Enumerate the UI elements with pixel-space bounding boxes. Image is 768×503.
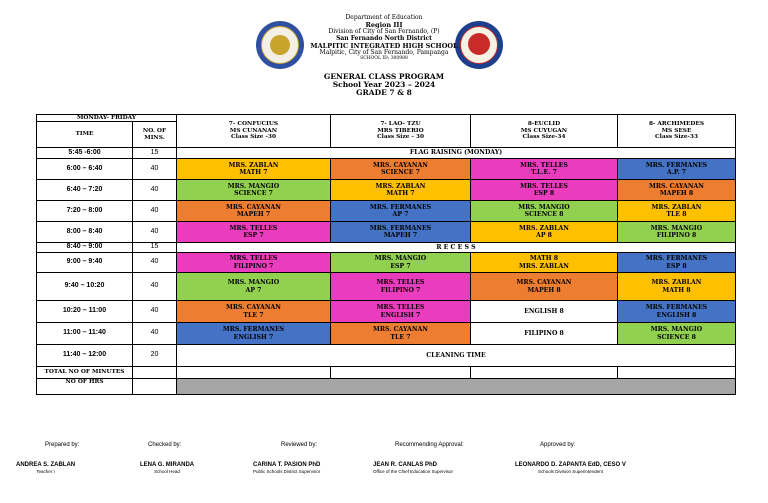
activity-label: R E C E S S: [436, 243, 476, 251]
time-value: 10:20 – 11:00: [62, 307, 107, 315]
class-cell: [330, 179, 471, 201]
time-value: 8:00 – 8:40: [66, 227, 103, 235]
mins-cell: [132, 344, 177, 367]
school-name: MALPITIC INTEGRATED HIGH SCHOOL: [310, 42, 458, 50]
mins-cell: [132, 221, 177, 243]
class-line-1: MRS. ZABLAN: [651, 203, 702, 211]
document-header: [0, 0, 768, 112]
activity-label: CLEANING TIME: [426, 351, 486, 359]
division-line: Division of City of San Fernando, (P): [328, 28, 440, 35]
class-cell: [330, 252, 471, 273]
class-line-2: FILIPINO 7: [380, 286, 421, 294]
section-header: [176, 114, 331, 148]
class-cell: [470, 221, 618, 243]
mins-value: 40: [150, 206, 159, 214]
mins-header: [132, 121, 177, 148]
class-cell: [330, 322, 471, 345]
class-line-1: MRS. FERMANES: [369, 203, 432, 211]
class-line-1: MRS. FERMANES: [645, 161, 708, 169]
class-cell: [470, 200, 618, 222]
school-address: Malpitic, City of San Fernando, Pampanga: [319, 49, 449, 56]
signatory-role: Checked by:: [148, 442, 182, 448]
time-value: 6:40 – 7:20: [66, 185, 103, 193]
class-line-2: T.L.E. 7: [531, 169, 557, 176]
class-line-2: FILIPINO 7: [233, 262, 274, 270]
class-line-2: AP 7: [245, 286, 262, 294]
section-header: [617, 114, 736, 148]
class-line-2: TLE 8: [666, 211, 687, 218]
class-line-2: MAPEH 8: [527, 286, 561, 294]
class-line-1: MRS. MANGIO: [374, 255, 427, 263]
time-value: 7:20 – 8:00: [66, 206, 103, 214]
grade-level: GRADE 7 & 8: [356, 88, 412, 97]
class-line-2: ESP 7: [390, 262, 411, 270]
class-line-1: MRS. CAYANAN: [226, 203, 281, 211]
class-line-2: A.P. 7: [666, 169, 687, 176]
section-name: 8- ARCHIMEDES: [648, 121, 705, 128]
class-line-2: MAPEH 7: [236, 211, 271, 218]
activity-span-cell: [176, 344, 736, 367]
class-line-2: MAPEH 7: [383, 232, 418, 239]
class-cell: [176, 200, 331, 222]
class-line-2: ESP 8: [533, 190, 555, 197]
class-line-2: MRS. ZABLAN: [519, 262, 569, 270]
class-line-1: ENGLISH 8: [524, 307, 564, 315]
class-cell: [617, 322, 736, 345]
class-line-1: MATH 8: [529, 255, 559, 263]
class-cell: [176, 300, 331, 323]
signatory-role: Prepared by:: [45, 442, 80, 448]
class-cell: [330, 221, 471, 243]
class-line-1: MRS. TELLES: [229, 255, 278, 263]
class-line-1: MRS. TELLES: [520, 182, 568, 190]
mins-header-label: NO. OF MINS.: [142, 127, 167, 141]
time-cell: [36, 179, 133, 201]
signatory-name: ANDREA S. ZABLAN: [16, 462, 76, 468]
mins-cell: [132, 252, 177, 273]
class-line-1: MRS. MANGIO: [227, 279, 280, 287]
mins-cell: [132, 300, 177, 323]
section-adviser: MS SESE: [661, 127, 692, 134]
signatory-title: Teacher I: [36, 469, 55, 474]
class-line-1: MRS. FERMANES: [645, 255, 708, 263]
class-line-2: ESP 7: [243, 232, 264, 239]
school-year: School Year 2023 – 2024: [332, 80, 436, 89]
class-line-2: AP 8: [536, 232, 552, 239]
class-line-1: MRS. CAYANAN: [373, 326, 428, 334]
class-line-2: SCIENCE 8: [657, 333, 696, 341]
mins-value: 40: [150, 329, 159, 337]
class-line-1: MRS. CAYANAN: [516, 279, 572, 287]
class-cell: [470, 272, 618, 301]
time-value: 9:40 – 10:20: [64, 282, 105, 290]
time-cell: [36, 158, 133, 180]
mins-cell: [132, 272, 177, 301]
school-id: SCHOOL ID: 300988: [360, 56, 408, 61]
class-cell: [176, 158, 331, 180]
mins-value: 40: [150, 258, 159, 266]
district-line: San Fernando North District: [336, 35, 432, 42]
time-value: 8:40 – 9:00: [66, 243, 103, 251]
class-cell: [617, 300, 736, 323]
class-cell: [330, 158, 471, 180]
class-cell: [617, 252, 736, 273]
signatory-name: LEONARDO D. ZAPANTA EdD, CESO V: [515, 462, 626, 468]
class-line-1: FILIPINO 8: [524, 329, 564, 337]
section-name: 7- LAO- TZU: [380, 121, 421, 128]
time-value: 5:45 -6:00: [68, 148, 101, 156]
days-label: MONDAY- FRIDAY: [77, 114, 136, 121]
signatory-role: Approved by:: [540, 442, 576, 448]
class-line-2: MAPEH 8: [659, 190, 694, 197]
class-line-1: MRS. TELLES: [376, 304, 425, 312]
signatory-role: Reviewed by:: [281, 442, 318, 448]
signatory-role: Recommending Approval:: [395, 442, 464, 448]
class-line-1: MRS. FERMANES: [369, 224, 432, 232]
time-header-label: TIME: [75, 131, 94, 138]
section-name: 8-EUCLID: [527, 121, 561, 128]
mins-cell: [132, 179, 177, 201]
mins-value: 40: [150, 307, 159, 315]
class-line-1: MRS. ZABLAN: [228, 161, 279, 169]
hours-label: NO OF HRS: [65, 379, 104, 385]
time-header: [36, 121, 133, 148]
class-line-2: ENGLISH 8: [656, 311, 697, 319]
class-line-1: MRS. TELLES: [376, 279, 425, 287]
time-cell: [36, 322, 133, 345]
class-cell: [176, 179, 331, 201]
class-cell: [176, 322, 331, 345]
time-value: 6:00 – 6:40: [66, 164, 103, 172]
time-cell: [36, 200, 133, 222]
region-line: Region III: [365, 21, 403, 29]
signatory-name: JEAN R. CANLAS PhD: [373, 462, 438, 468]
class-cell: [330, 200, 471, 222]
mins-value: 40: [150, 185, 159, 193]
class-line-2: AP 7: [392, 211, 409, 218]
time-value: 11:00 – 11:40: [63, 329, 106, 337]
class-line-2: MATH 7: [239, 169, 268, 176]
class-cell: [330, 300, 471, 323]
signatory-name: CARINA T. PASION PhD: [253, 462, 321, 468]
class-line-1: MRS. CAYANAN: [649, 182, 704, 190]
class-line-1: MRS. CAYANAN: [226, 304, 281, 312]
class-line-2: TLE 7: [243, 311, 264, 319]
section-size: Class Size -30: [231, 134, 276, 141]
time-cell: [36, 344, 133, 367]
class-cell: [470, 179, 618, 201]
time-cell: [36, 252, 133, 273]
class-line-1: MRS. ZABLAN: [651, 279, 702, 287]
class-cell: [470, 322, 618, 345]
class-cell: [176, 252, 331, 273]
class-cell: [470, 300, 618, 323]
class-line-1: MRS. MANGIO: [518, 203, 570, 211]
section-size: Class Size-33: [655, 134, 698, 141]
class-cell: [330, 272, 471, 301]
section-header: [470, 114, 618, 148]
mins-value: 15: [150, 243, 159, 251]
class-line-1: MRS. TELLES: [520, 161, 568, 169]
class-line-2: ENGLISH 7: [233, 333, 274, 341]
mins-cell: [132, 200, 177, 222]
class-cell: [470, 158, 618, 180]
class-line-1: MRS. CAYANAN: [373, 161, 428, 169]
class-line-1: MRS. TELLES: [229, 224, 278, 232]
class-line-2: SCIENCE 8: [524, 211, 564, 218]
class-line-2: SCIENCE 7: [381, 169, 420, 176]
class-line-2: MATH 7: [386, 190, 415, 197]
class-cell: [617, 158, 736, 180]
mins-cell: [132, 322, 177, 345]
dept-line: Department of Education: [345, 14, 423, 21]
class-line-1: MRS. ZABLAN: [375, 182, 426, 190]
program-title: GENERAL CLASS PROGRAM: [323, 72, 445, 81]
class-line-2: ENGLISH 7: [380, 311, 421, 319]
class-line-1: MRS. MANGIO: [227, 182, 280, 190]
section-size: Class Size-34: [522, 134, 566, 141]
class-line-1: MRS. FERMANES: [645, 304, 708, 312]
class-line-2: FILIPINO 8: [656, 232, 697, 239]
class-line-1: MRS. MANGIO: [650, 326, 703, 334]
mins-value: 40: [150, 282, 159, 290]
class-cell: [617, 272, 736, 301]
time-cell: [36, 272, 133, 301]
class-line-1: MRS. FERMANES: [222, 326, 285, 334]
section-size: Class Size - 30: [377, 134, 424, 141]
mins-value: 15: [150, 148, 159, 156]
mins-value: 40: [150, 164, 159, 172]
section-adviser: MRS TIBERIO: [377, 127, 424, 134]
time-value: 9:00 – 9:40: [66, 258, 103, 266]
class-cell: [176, 272, 331, 301]
class-line-1: MRS. MANGIO: [650, 224, 703, 232]
time-cell: [36, 300, 133, 323]
class-line-1: MRS. ZABLAN: [519, 224, 569, 232]
time-value: 11:40 – 12:00: [62, 351, 107, 359]
section-name: 7- CONFUCIUS: [228, 121, 279, 128]
mins-cell: [132, 158, 177, 180]
activity-label: FLAG RAISING (MONDAY): [409, 149, 503, 157]
class-line-2: ESP 8: [666, 262, 687, 270]
class-cell: [176, 221, 331, 243]
signatory-title: School Head: [154, 469, 180, 474]
class-line-2: SCIENCE 7: [234, 190, 273, 197]
time-cell: [36, 221, 133, 243]
section-adviser: MS CUYUGAN: [520, 127, 568, 134]
class-cell: [617, 179, 736, 201]
mins-value: 40: [150, 227, 159, 235]
hours-label-cell: [36, 378, 133, 395]
class-line-2: TLE 7: [390, 333, 411, 341]
hours-mins-cell: [132, 378, 177, 395]
class-cell: [617, 221, 736, 243]
class-cell: [617, 200, 736, 222]
signatory-name: LENA G. MIRANDA: [140, 462, 195, 468]
section-header: [330, 114, 471, 148]
signatory-title: Schools Division Superintendent: [538, 469, 603, 474]
mins-value: 20: [150, 351, 159, 359]
signatory-title: Public Schools District Supervisor: [253, 469, 321, 474]
signatory-title: Office of the Chief Education Supervisor: [373, 469, 453, 474]
total-minutes-label: TOTAL NO OF MINUTES: [44, 369, 125, 376]
class-schedule-table: [36, 114, 735, 431]
hours-shaded-block: [176, 378, 736, 395]
class-cell: [470, 252, 618, 273]
class-line-2: MATH 8: [662, 286, 691, 294]
section-adviser: MS CUNANAN: [229, 127, 278, 134]
